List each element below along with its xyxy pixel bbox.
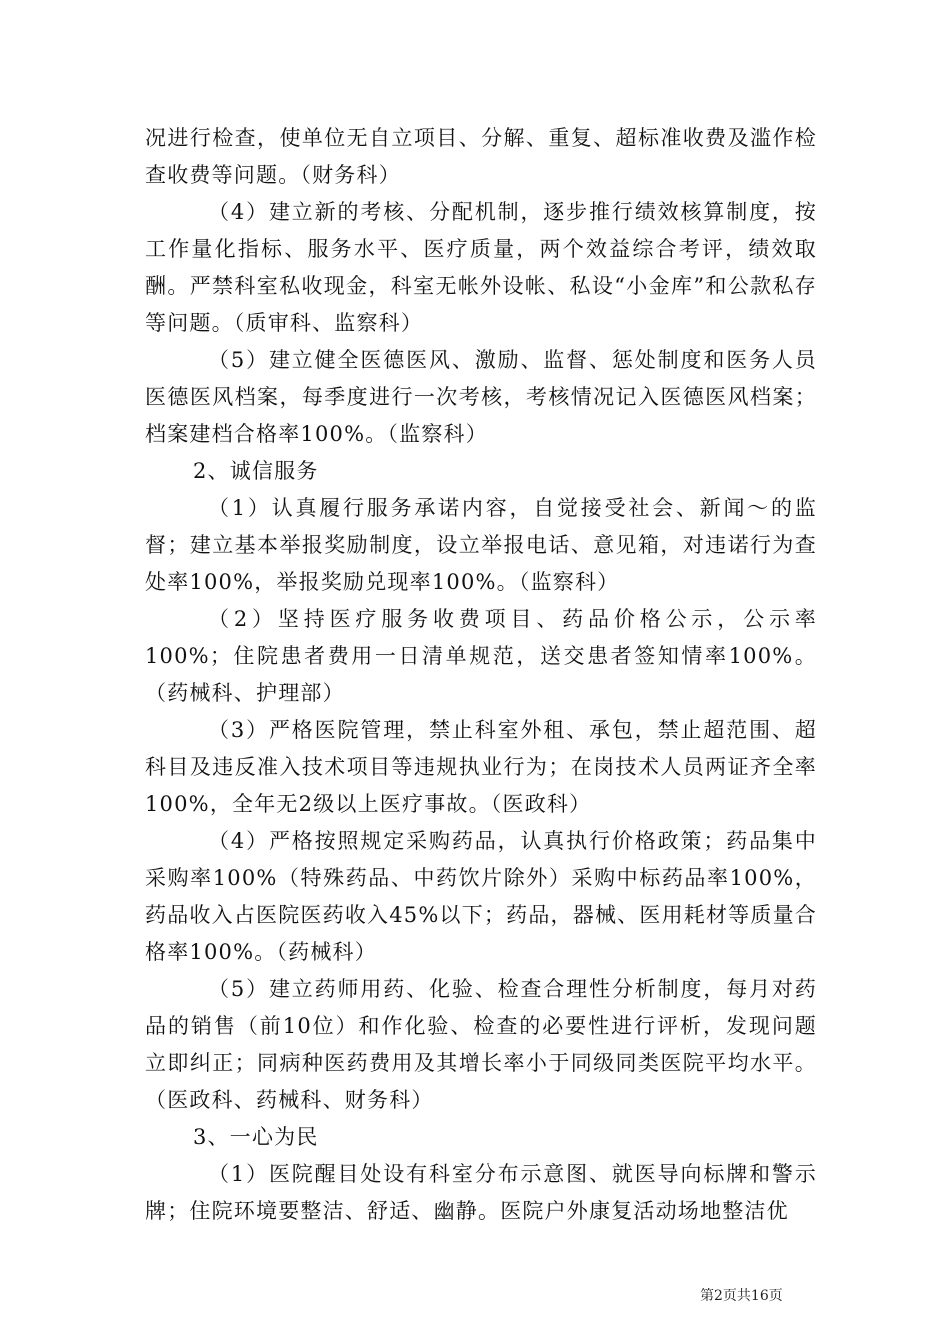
- paragraph-item-1-environment: （1）医院醒目处设有科室分布示意图、就医导向标牌和警示牌；住院环境要整洁、舒适、幽静。医院户外康复活动场地整洁优: [145, 1162, 817, 1223]
- paragraph-item-1-commitment: （1）认真履行服务承诺内容，自觉接受社会、新闻～的监督；建立基本举报奖励制度，设立举报电话、意见箱，对违诺行为查处率100%，举报奖励兑现率100%。（监察科）: [145, 496, 817, 594]
- paragraph-item-5-ethics: （5）建立健全医德医风、激励、监督、惩处制度和医务人员医德医风档案，每季度进行一次考核，考核情况记入医德医风档案；档案建档合格率100%。（监察科）: [145, 348, 817, 446]
- page-number: 第2页共16页: [700, 1288, 783, 1304]
- paragraph-item-3-management: （3）严格医院管理，禁止科室外租、承包，禁止超范围、超科目及违反准入技术项目等违规执业行为；在岗技术人员两证齐全率100%，全年无2级以上医疗事故。（医政科）: [145, 718, 817, 816]
- paragraph-item-4-assessment: （4）建立新的考核、分配机制，逐步推行绩效核算制度，按工作量化指标、服务水平、医疗质量，两个效益综合考评，绩效取酬。严禁科室私收现金，科室无帐外设帐、私设“小金库”和公款私存等问题。（质审科、监察科）: [145, 200, 817, 335]
- paragraph-item-5-pharmacist: （5）建立药师用药、化验、检查合理性分析制度，每月对药品的销售（前10位）和作化验、检查的必要性进行评析，发现问题立即纠正；同病种医药费用及其增长率小于同级同类医院平均水平。（医政科、药械科、财务科）: [145, 977, 817, 1112]
- section-heading-integrity-service: 2、诚信服务: [193, 459, 319, 483]
- section-heading-serve-people: 3、一心为民: [193, 1125, 319, 1149]
- paragraph-continuation: 况进行检查，使单位无自立项目、分解、重复、超标准收费及滥作检查收费等问题。（财务科）: [145, 126, 817, 187]
- document-body: [145, 120, 817, 1230]
- paragraph-item-2-price-disclosure: （2）坚持医疗服务收费项目、药品价格公示，公示率100%；住院患者费用一日清单规范，送交患者签知情率100%。（药械科、护理部）: [145, 607, 817, 705]
- paragraph-item-4-procurement: （4）严格按照规定采购药品，认真执行价格政策；药品集中采购率100%（特殊药品、中药饮片除外）采购中标药品率100%，药品收入占医院医药收入45%以下；药品，器械、医用耗材等质量合格率100%。（药械科）: [145, 829, 817, 964]
